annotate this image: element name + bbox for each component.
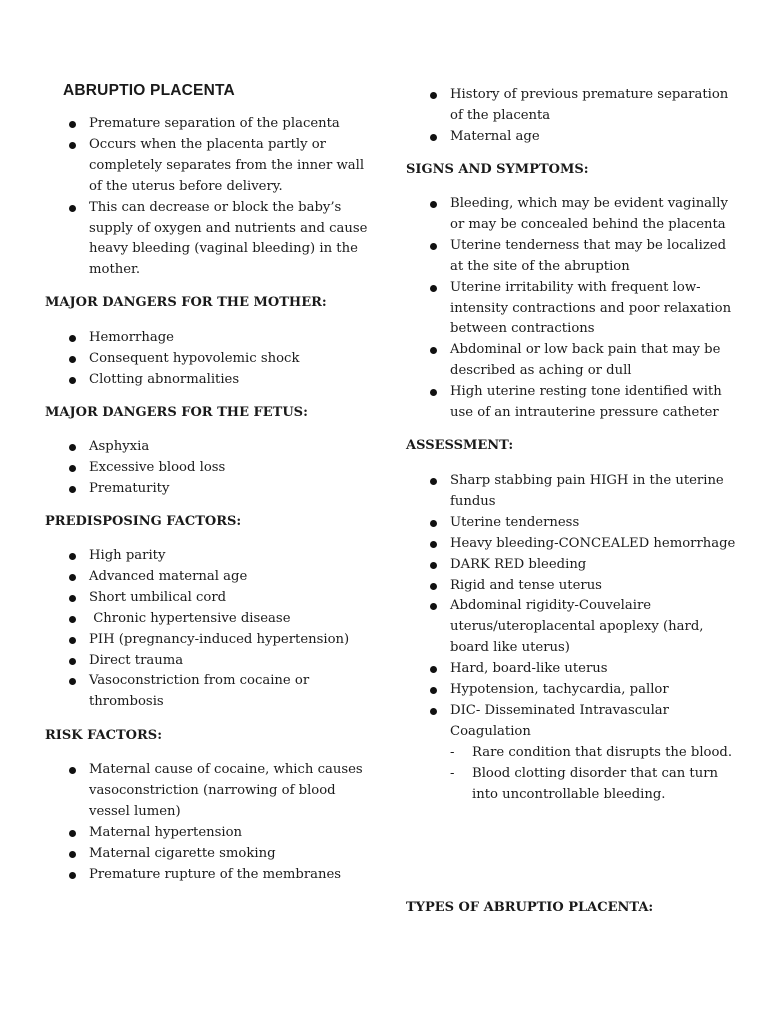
predisposing-heading: PREDISPOSING FACTORS: (45, 514, 242, 529)
bullet-icon (69, 205, 76, 212)
list-item: Vasoconstriction from cocaine or thrombosis (45, 671, 370, 713)
bullet-icon (69, 142, 76, 149)
fetus-dangers-list (45, 437, 225, 500)
list-item: Prematurity (45, 479, 225, 500)
list-item: Hard, board-like uterus (406, 659, 736, 680)
list-item: Maternal cigarette smoking (45, 844, 370, 865)
mother-dangers-heading: MAJOR DANGERS FOR THE MOTHER: (45, 295, 327, 310)
bullet-icon (430, 285, 437, 292)
list-item: Bleeding, which may be evident vaginally or may be concealed behind the placenta (406, 194, 736, 236)
list-item: High parity (45, 546, 370, 567)
list-item: High uterine resting tone identified with use of an intrauterine pressure catheter (406, 382, 736, 424)
bullet-icon (430, 478, 437, 485)
signs-symptoms-list (406, 194, 736, 424)
list-item: PIH (pregnancy-induced hypertension) (45, 630, 370, 651)
bullet-icon (69, 616, 76, 623)
list-item: Chronic hypertensive disease (45, 609, 370, 630)
list-item: Abdominal rigidity-Couvelaire uterus/uteroplacental apoplexy (hard, board like uterus) (406, 596, 736, 659)
list-item: Heavy bleeding-CONCEALED hemorrhage (406, 534, 736, 555)
bullet-icon (69, 830, 76, 837)
bullet-icon (69, 553, 76, 560)
bullet-icon (430, 347, 437, 354)
sub-list-item: - Rare condition that disrupts the blood. (450, 743, 736, 764)
dash-icon: - (450, 744, 455, 760)
dash-icon: - (450, 765, 455, 781)
bullet-icon (430, 201, 437, 208)
list-item: This can decrease or block the baby’s supply of oxygen and nutrients and cause heavy bleeding (vaginal bleeding) in the mother. (45, 198, 370, 282)
list-item: Maternal cause of cocaine, which causes vasoconstriction (narrowing of blood vessel lumen) (45, 760, 370, 823)
list-item: Abdominal or low back pain that may be described as aching or dull (406, 340, 736, 382)
list-item: Sharp stabbing pain HIGH in the uterine fundus (406, 471, 736, 513)
signs-symptoms-heading: SIGNS AND SYMPTOMS: (406, 162, 589, 177)
list-item: Rigid and tense uterus (406, 576, 736, 597)
list-item: Occurs when the placenta partly or completely separates from the inner wall of the uterus before delivery. (45, 135, 370, 198)
bullet-icon (69, 678, 76, 685)
bullet-icon (69, 444, 76, 451)
types-heading: TYPES OF ABRUPTIO PLACENTA: (406, 900, 654, 915)
list-item: Uterine irritability with frequent low-intensity contractions and poor relaxation between contractions (406, 278, 736, 341)
bullet-icon (69, 465, 76, 472)
list-item: Maternal hypertension (45, 823, 370, 844)
list-item: Clotting abnormalities (45, 370, 299, 391)
bullet-icon (69, 637, 76, 644)
list-item: Uterine tenderness that may be localized at the site of the abruption (406, 236, 736, 278)
list-item: DIC- Disseminated Intravascular Coagulation - Rare condition that disrupts the blood. - Blood clotting disorder that can turn into uncontrollable bleeding. (406, 701, 736, 806)
list-item: Excessive blood loss (45, 458, 225, 479)
list-item: Premature rupture of the membranes (45, 865, 370, 886)
bullet-icon (430, 562, 437, 569)
assessment-list (406, 471, 736, 806)
list-item: Uterine tenderness (406, 513, 736, 534)
bullet-icon (430, 520, 437, 527)
bullet-icon (69, 851, 76, 858)
risk-factors-list (45, 760, 370, 885)
list-item: Asphyxia (45, 437, 225, 458)
list-item: Short umbilical cord (45, 588, 370, 609)
predisposing-list (45, 546, 370, 713)
list-item: Consequent hypovolemic shock (45, 349, 299, 370)
assessment-heading: ASSESSMENT: (406, 438, 514, 453)
bullet-icon (69, 872, 76, 879)
bullet-icon (430, 389, 437, 396)
bullet-icon (69, 356, 76, 363)
list-item: Direct trauma (45, 651, 370, 672)
bullet-icon (430, 666, 437, 673)
bullet-icon (69, 658, 76, 665)
mother-dangers-list (45, 328, 299, 391)
bullet-icon (69, 377, 76, 384)
list-item: Hypotension, tachycardia, pallor (406, 680, 736, 701)
list-item: History of previous premature separation of the placenta (406, 85, 736, 127)
bullet-icon (430, 708, 437, 715)
bullet-icon (69, 121, 76, 128)
bullet-icon (430, 134, 437, 141)
list-item: Premature separation of the placenta (45, 114, 370, 135)
list-item: DARK RED bleeding (406, 555, 736, 576)
list-item: Advanced maternal age (45, 567, 370, 588)
bullet-icon (430, 583, 437, 590)
dic-sub-list (450, 743, 736, 806)
bullet-icon (69, 574, 76, 581)
bullet-icon (69, 595, 76, 602)
bullet-icon (430, 687, 437, 694)
sub-list-item: - Blood clotting disorder that can turn into uncontrollable bleeding. (450, 765, 718, 802)
list-item: Maternal age (406, 127, 736, 148)
bullet-icon (430, 92, 437, 99)
bullet-icon (430, 541, 437, 548)
document-title: ABRUPTIO PLACENTA (63, 82, 235, 99)
bullet-icon (430, 243, 437, 250)
bullet-icon (69, 335, 76, 342)
fetus-dangers-heading: MAJOR DANGERS FOR THE FETUS: (45, 405, 308, 420)
bullet-icon (430, 603, 437, 610)
intro-list (45, 114, 370, 281)
bullet-icon (69, 486, 76, 493)
risk-factors-continued-list (406, 85, 736, 148)
list-item: Hemorrhage (45, 328, 299, 349)
risk-factors-heading: RISK FACTORS: (45, 728, 162, 743)
bullet-icon (69, 767, 76, 774)
